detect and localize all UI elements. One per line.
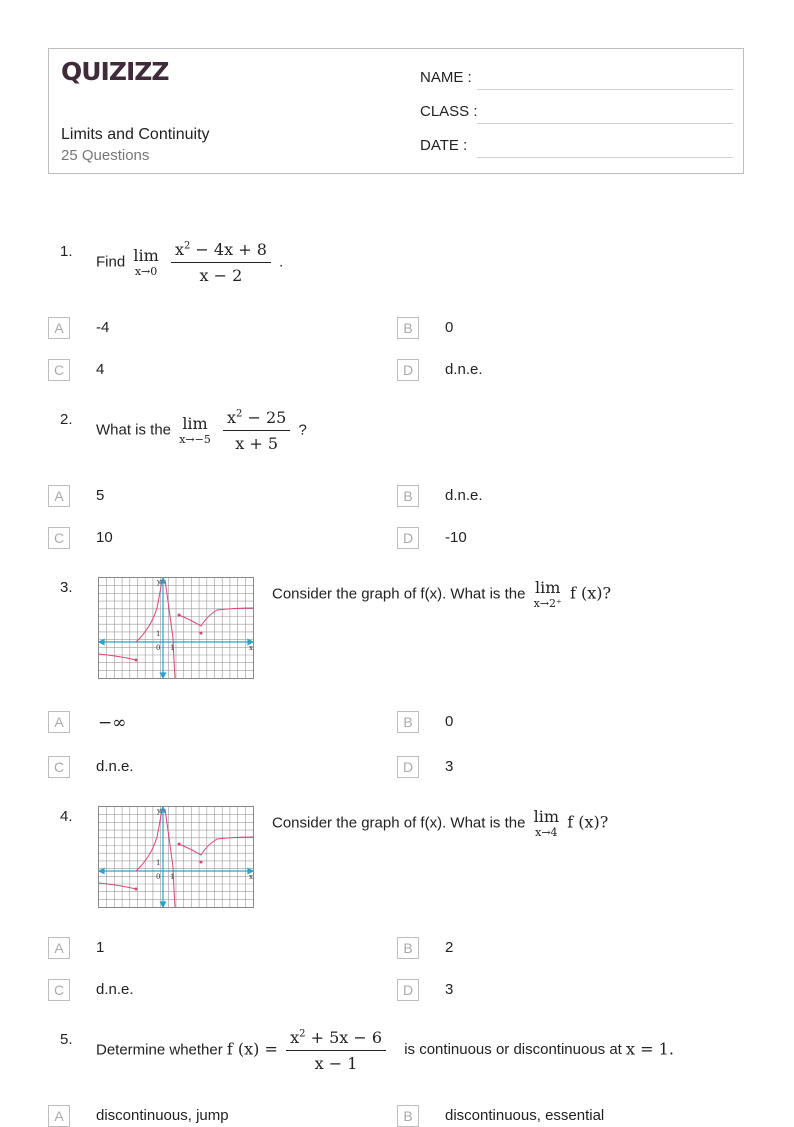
numerator-rest: − 25 xyxy=(242,408,287,427)
option-a-text: −∞ xyxy=(98,713,127,733)
lim-label: lim xyxy=(535,578,561,597)
question-5-prompt: Determine whether xyxy=(96,1041,223,1059)
option-b-box[interactable]: B xyxy=(397,711,419,733)
question-5-text xyxy=(96,1028,674,1073)
fraction xyxy=(286,1028,386,1073)
question-count: 25 Questions xyxy=(61,147,150,164)
numerator xyxy=(286,1028,386,1051)
lim-label: lim xyxy=(133,246,159,265)
option-d-text: 3 xyxy=(445,981,454,998)
option-b-text: d.n.e. xyxy=(445,487,483,504)
y-one-label: 1 xyxy=(156,630,161,638)
question-1-prompt: Find xyxy=(96,253,126,271)
function-graph xyxy=(98,577,254,679)
option-c-box[interactable]: C xyxy=(48,756,70,778)
option-b-text: 2 xyxy=(445,939,454,956)
origin-label: 0 xyxy=(156,873,161,881)
x-one-label: 1 xyxy=(170,873,175,881)
limit-expression xyxy=(179,416,211,445)
question-1-tail: . xyxy=(279,253,284,271)
y-axis-label: y xyxy=(157,807,161,815)
numerator-exponent: 2 xyxy=(299,1028,306,1040)
class-field[interactable] xyxy=(477,123,733,124)
numerator xyxy=(223,408,290,431)
numerator-exponent: 2 xyxy=(183,240,191,252)
question-4-text xyxy=(272,809,608,838)
option-c-text: 10 xyxy=(96,529,113,546)
numerator-base: x xyxy=(290,1028,300,1047)
numerator-exponent: 2 xyxy=(236,408,243,420)
y-one-label: 1 xyxy=(156,859,161,867)
limit-expression xyxy=(133,248,158,277)
question-3-text xyxy=(272,580,611,609)
question-3-prompt: Consider the graph of f(x). What is the xyxy=(272,585,526,603)
numerator-base: x xyxy=(227,408,237,427)
name-field[interactable] xyxy=(477,89,733,90)
quizizz-logo: QUIZIZZ xyxy=(61,57,169,86)
option-d-text: -10 xyxy=(445,529,467,546)
option-a-text: -4 xyxy=(96,319,110,336)
question-1-number: 1. xyxy=(60,243,73,260)
denominator: x − 2 xyxy=(199,266,243,285)
limit-expression xyxy=(534,809,559,838)
graph-svg xyxy=(99,807,253,907)
question-4-prompt: Consider the graph of f(x). What is the xyxy=(272,814,526,832)
question-5-tail: is continuous or discontinuous at xyxy=(404,1041,622,1059)
option-c-box[interactable]: C xyxy=(48,979,70,1001)
lim-subscript: x→0 xyxy=(134,265,158,278)
worksheet-header xyxy=(48,48,744,174)
worksheet-title: Limits and Continuity xyxy=(61,126,210,143)
option-a-text: 1 xyxy=(96,939,105,956)
option-b-box[interactable]: B xyxy=(397,485,419,507)
x-axis-label: x xyxy=(249,644,253,652)
option-c-text: 4 xyxy=(96,361,105,378)
option-d-box[interactable]: D xyxy=(397,756,419,778)
option-b-text: 0 xyxy=(445,713,454,730)
date-label: DATE : xyxy=(420,137,468,154)
origin-label: 0 xyxy=(156,644,161,652)
option-d-box[interactable]: D xyxy=(397,527,419,549)
option-b-text: 0 xyxy=(445,319,454,336)
question-5-number: 5. xyxy=(60,1031,73,1048)
function-graph xyxy=(98,806,254,908)
question-2-text xyxy=(96,408,307,453)
date-field[interactable] xyxy=(477,157,733,158)
option-d-box[interactable]: D xyxy=(397,359,419,381)
continuity-point: x = 1. xyxy=(626,1039,674,1059)
question-2-prompt: What is the xyxy=(96,421,172,439)
numerator-base: x xyxy=(174,240,184,259)
name-label: NAME : xyxy=(420,69,472,86)
x-one-label: 1 xyxy=(170,644,175,652)
function-notation: f (x) = xyxy=(226,1039,278,1059)
option-c-box[interactable]: C xyxy=(48,359,70,381)
class-label: CLASS : xyxy=(420,103,478,120)
option-a-box[interactable]: A xyxy=(48,711,70,733)
option-b-text: discontinuous, essential xyxy=(445,1107,605,1124)
numerator-rest: + 5x − 6 xyxy=(305,1028,383,1047)
denominator: x + 5 xyxy=(235,434,279,453)
denominator: x − 1 xyxy=(314,1054,358,1073)
option-a-box[interactable]: A xyxy=(48,485,70,507)
option-a-text: 5 xyxy=(96,487,105,504)
lim-subscript: x→2⁺ xyxy=(533,597,562,610)
option-b-box[interactable]: B xyxy=(397,937,419,959)
function-notation: f (x)? xyxy=(567,812,609,832)
limit-expression xyxy=(534,580,562,609)
question-4-number: 4. xyxy=(60,808,73,825)
lim-subscript: x→4 xyxy=(535,826,558,839)
x-axis-label: x xyxy=(249,873,253,881)
fraction xyxy=(171,240,271,285)
question-2-tail: ? xyxy=(298,421,307,439)
option-b-box[interactable]: B xyxy=(397,317,419,339)
option-c-box[interactable]: C xyxy=(48,527,70,549)
numerator-rest: − 4x + 8 xyxy=(190,240,267,259)
question-2-number: 2. xyxy=(60,411,73,428)
option-c-text: d.n.e. xyxy=(96,981,134,998)
graph-svg xyxy=(99,578,253,678)
y-axis-label: y xyxy=(157,578,161,586)
option-d-text: d.n.e. xyxy=(445,361,483,378)
option-a-box[interactable]: A xyxy=(48,1105,70,1127)
question-3-number: 3. xyxy=(60,579,73,596)
option-d-box[interactable]: D xyxy=(397,979,419,1001)
option-d-text: 3 xyxy=(445,758,454,775)
option-a-box[interactable]: A xyxy=(48,317,70,339)
option-a-text: discontinuous, jump xyxy=(96,1107,229,1124)
numerator xyxy=(171,240,271,263)
lim-subscript: x→−5 xyxy=(179,433,211,446)
option-b-box[interactable]: B xyxy=(397,1105,419,1127)
function-notation: f (x)? xyxy=(570,583,612,603)
option-c-text: d.n.e. xyxy=(96,758,134,775)
fraction xyxy=(223,408,290,453)
lim-label: lim xyxy=(182,414,208,433)
lim-label: lim xyxy=(533,807,560,826)
question-1-text xyxy=(96,240,283,285)
option-a-box[interactable]: A xyxy=(48,937,70,959)
